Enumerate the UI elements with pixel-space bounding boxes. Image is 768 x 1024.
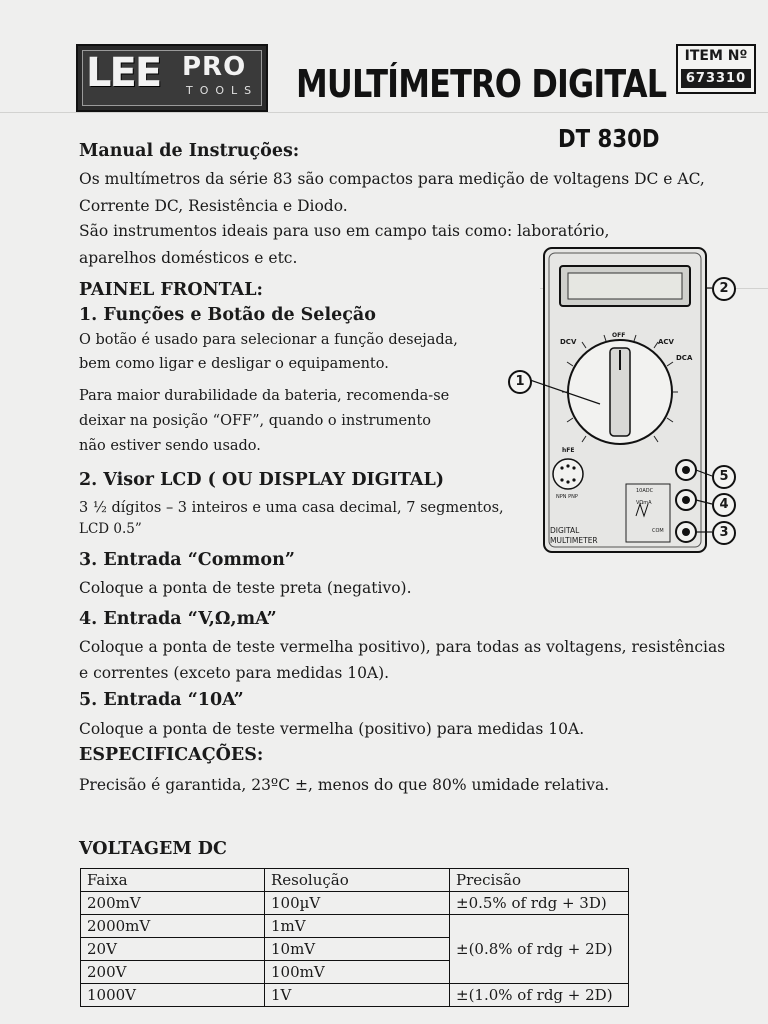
item-label: ITEM Nº	[684, 48, 748, 64]
meter-brand-line2: MULTIMETER	[550, 536, 598, 545]
section-5-line: Coloque a ponta de teste vermelha (positivo) para medidas 10A.	[79, 720, 585, 738]
callout-4: 4	[712, 493, 736, 517]
section-1-line: não estiver sendo usado.	[79, 438, 261, 454]
painel-heading: PAINEL FRONTAL:	[79, 280, 263, 300]
section-4-line: e correntes (exceto para medidas 10A).	[79, 664, 390, 682]
logo-tools-text: TOOLS	[186, 84, 259, 97]
table-header: Resolução	[265, 869, 450, 892]
table-cell: ±0.5% of rdg + 3D)	[450, 892, 629, 915]
table-cell: 20V	[81, 938, 265, 961]
table-cell: 100mV	[265, 961, 450, 984]
voltagem-heading: VOLTAGEM DC	[79, 839, 227, 859]
table-header: Faixa	[81, 869, 265, 892]
table-cell: ±(1.0% of rdg + 2D)	[450, 984, 629, 1007]
table-cell: 200V	[81, 961, 265, 984]
manual-line: Os multímetros da série 83 são compactos para medição de voltagens DC e AC,	[79, 170, 705, 188]
section-1-line: bem como ligar e desligar o equipamento.	[79, 356, 389, 372]
jack-label-vohm: VΩmA	[636, 500, 652, 506]
section-2-line: 3 ½ dígitos – 3 inteiros e uma casa decimal, 7 segmentos,	[79, 500, 504, 516]
hfe-label: hFE	[562, 447, 575, 454]
table-cell: 1V	[265, 984, 450, 1007]
table-cell: 100µV	[265, 892, 450, 915]
section-1-line: Para maior durabilidade da bateria, recomenda-se	[79, 388, 450, 404]
logo-pro-text: PRO	[182, 52, 247, 82]
dial-label-acv: ACV	[658, 338, 674, 346]
section-5-heading: 5. Entrada “10A”	[79, 690, 244, 710]
manual-heading: Manual de Instruções:	[79, 141, 300, 161]
section-4-heading: 4. Entrada “V,Ω,mA”	[79, 609, 277, 629]
callout-3: 3	[712, 521, 736, 545]
document-title: MULTÍMETRO DIGITAL	[296, 62, 667, 106]
section-3-heading: 3. Entrada “Common”	[79, 550, 295, 570]
jack-label-10adc: 10ADC	[636, 488, 654, 494]
table-cell: 200mV	[81, 892, 265, 915]
callout-5: 5	[712, 465, 736, 489]
section-2-line: LCD 0.5”	[79, 521, 142, 537]
table-cell: 1000V	[81, 984, 265, 1007]
dial-label-off: OFF	[612, 332, 626, 339]
callout-1: 1	[508, 370, 532, 394]
manual-line: aparelhos domésticos e etc.	[79, 249, 298, 267]
manual-line: São instrumentos ideais para uso em campo tais como: laboratório,	[79, 222, 610, 240]
section-1-heading: 1. Funções e Botão de Seleção	[79, 305, 376, 325]
section-1-line: O botão é usado para selecionar a função desejada,	[79, 332, 458, 348]
dial-label-dcv: DCV	[560, 338, 577, 346]
model-number: DT 830D	[558, 124, 660, 153]
section-3-line: Coloque a ponta de teste preta (negativo).	[79, 579, 412, 597]
specs-line: Precisão é garantida, 23ºC ±, menos do que 80% umidade relativa.	[79, 776, 610, 794]
section-4-line: Coloque a ponta de teste vermelha positivo), para todas as voltagens, resistências	[79, 638, 726, 656]
logo-lee-text: LEE	[86, 50, 161, 96]
jack-label-com: COM	[652, 528, 664, 534]
callout-2: 2	[712, 277, 736, 301]
section-1-line: deixar na posição “OFF”, quando o instrumento	[79, 413, 432, 429]
meter-brand-line1: DIGITAL	[550, 526, 580, 535]
dial-label-dca: DCA	[676, 354, 693, 362]
item-number: 673310	[681, 69, 751, 88]
npn-pnp-label: NPN PNP	[556, 494, 578, 500]
table-cell: 2000mV	[81, 915, 265, 938]
table-cell: ±(0.8% of rdg + 2D)	[450, 915, 629, 984]
specs-heading: ESPECIFICAÇÕES:	[79, 745, 264, 765]
table-cell: 10mV	[265, 938, 450, 961]
manual-line: Corrente DC, Resistência e Diodo.	[79, 197, 348, 215]
table-cell: 1mV	[265, 915, 450, 938]
section-2-heading: 2. Visor LCD ( OU DISPLAY DIGITAL)	[79, 470, 445, 490]
table-header: Precisão	[450, 869, 629, 892]
